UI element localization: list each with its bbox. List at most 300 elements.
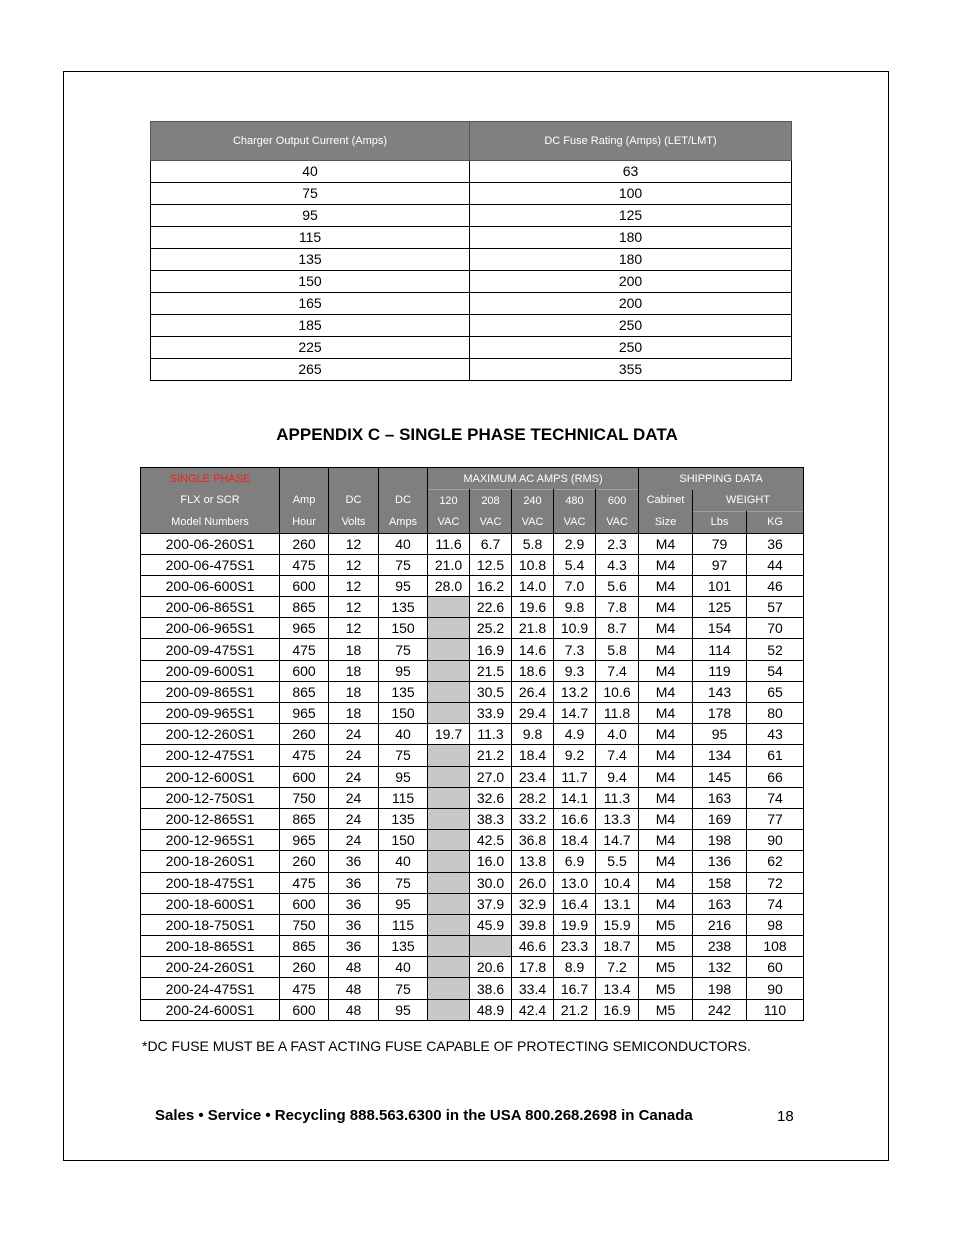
ac-480-cell: 9.3 [554,660,596,681]
dc-header-2: DC [379,490,428,512]
model-number-cell: 200-12-260S1 [141,724,280,745]
ac-240-cell: 29.4 [512,703,554,724]
cabinet-size-cell: M4 [639,872,693,893]
dc-amps-cell: 75 [379,554,428,575]
weight-lbs-cell: 119 [693,660,747,681]
model-number-cell: 200-06-865S1 [141,597,280,618]
weight-lbs-cell: 132 [693,957,747,978]
amp-hour-cell: 965 [280,703,329,724]
cabinet-size-cell: M4 [639,554,693,575]
dc-volts-cell: 18 [329,681,379,702]
cabinet-size-cell: M4 [639,533,693,554]
weight-lbs-cell: 145 [693,766,747,787]
table-row [141,808,804,829]
ac-208-cell: 38.3 [470,808,512,829]
table-row [151,337,792,359]
ac-208-cell [470,936,512,957]
ac-208-cell: 33.9 [470,703,512,724]
ac-600-cell: 8.7 [596,618,639,639]
dc-volts-cell: 24 [329,724,379,745]
weight-kg-cell: 61 [747,745,804,766]
cabinet-header: Cabinet [639,490,693,512]
hour-header: Hour [280,511,329,533]
ac-208-cell: 12.5 [470,554,512,575]
weight-lbs-cell: 136 [693,851,747,872]
technical-data-table [140,467,804,1021]
ac-600-cell: 10.4 [596,872,639,893]
ac-240-cell: 10.8 [512,554,554,575]
vac-600-header: VAC [596,511,639,533]
weight-lbs-cell: 198 [693,978,747,999]
dc-volts-cell: 24 [329,787,379,808]
table-row [151,359,792,381]
ac-600-cell: 11.3 [596,787,639,808]
table-row [141,766,804,787]
weight-lbs-cell: 178 [693,703,747,724]
dc-volts-cell: 24 [329,745,379,766]
ac-208-cell: 42.5 [470,830,512,851]
dc-amps-cell: 40 [379,851,428,872]
weight-kg-cell: 46 [747,575,804,596]
table-row [141,554,804,575]
dc-volts-cell: 48 [329,999,379,1020]
weight-lbs-cell: 163 [693,787,747,808]
model-number-cell: 200-09-600S1 [141,660,280,681]
ac-208-cell: 16.9 [470,639,512,660]
weight-kg-cell: 90 [747,978,804,999]
table-row [151,205,792,227]
cabinet-size-cell: M4 [639,808,693,829]
dc-volts-cell: 24 [329,830,379,851]
ac-240-cell: 42.4 [512,999,554,1020]
ac-208-cell: 20.6 [470,957,512,978]
ac-480-cell: 18.4 [554,830,596,851]
table-row [141,660,804,681]
ac-120-cell [428,872,470,893]
ac-600-cell: 5.5 [596,851,639,872]
ac-120-cell [428,999,470,1020]
single-phase-header: SINGLE PHASE [141,468,280,490]
weight-kg-cell: 74 [747,787,804,808]
weight-kg-cell: 52 [747,639,804,660]
dc-amps-cell: 75 [379,978,428,999]
dc-volts-cell: 18 [329,660,379,681]
dc-amps-cell: 135 [379,681,428,702]
weight-kg-cell: 57 [747,597,804,618]
dc-amps-cell: 135 [379,936,428,957]
ac-480-cell: 5.4 [554,554,596,575]
fuse-rating-cell: 250 [470,315,792,337]
fuse-rating-cell: 200 [470,293,792,315]
model-number-cell: 200-09-475S1 [141,639,280,660]
weight-kg-cell: 62 [747,851,804,872]
amp-hour-cell: 865 [280,681,329,702]
ac-480-cell: 13.2 [554,681,596,702]
ac-240-cell: 36.8 [512,830,554,851]
amp-hour-cell: 965 [280,618,329,639]
fuse-table-body [151,161,792,381]
fuse-rating-cell: 355 [470,359,792,381]
weight-lbs-cell: 95 [693,724,747,745]
ac-600-cell: 13.3 [596,808,639,829]
amp-hour-cell: 865 [280,808,329,829]
table-row [151,315,792,337]
ac-120-cell [428,597,470,618]
ac-120-cell: 19.7 [428,724,470,745]
cabinet-size-cell: M5 [639,936,693,957]
table-row [141,914,804,935]
ac-208-cell: 16.0 [470,851,512,872]
fuse-rating-table [150,121,792,381]
cabinet-size-cell: M4 [639,681,693,702]
weight-lbs-cell: 163 [693,893,747,914]
ac-480-cell: 23.3 [554,936,596,957]
ac-600-cell: 13.4 [596,978,639,999]
amp-hour-cell: 475 [280,745,329,766]
ac-600-cell: 7.2 [596,957,639,978]
ac-480-cell: 9.2 [554,745,596,766]
model-number-cell: 200-12-965S1 [141,830,280,851]
weight-kg-cell: 43 [747,724,804,745]
shipping-data-header: SHIPPING DATA [639,468,804,490]
ac-240-cell: 23.4 [512,766,554,787]
amps-header: Amps [379,511,428,533]
ac-480-cell: 19.9 [554,914,596,935]
model-number-cell: 200-12-750S1 [141,787,280,808]
charger-output-cell: 40 [151,161,470,183]
amp-hour-cell: 600 [280,660,329,681]
model-number-cell: 200-18-260S1 [141,851,280,872]
table-row [141,872,804,893]
table-row [141,893,804,914]
ac-120-cell [428,957,470,978]
dc-volts-cell: 12 [329,618,379,639]
vac-480-header: VAC [554,511,596,533]
ac-208-cell: 25.2 [470,618,512,639]
ac-120-cell [428,936,470,957]
ac-240-cell: 17.8 [512,957,554,978]
dc-amps-cell: 40 [379,533,428,554]
dc-amps-cell: 135 [379,597,428,618]
ac-120-cell: 11.6 [428,533,470,554]
ac-600-cell: 15.9 [596,914,639,935]
flx-or-scr-header: FLX or SCR [141,490,280,512]
table-row [151,161,792,183]
ac-480-cell: 7.0 [554,575,596,596]
ac-120-cell [428,893,470,914]
dc-volts-cell: 24 [329,808,379,829]
charger-output-cell: 185 [151,315,470,337]
amp-hour-cell: 865 [280,597,329,618]
ac-480-cell: 16.7 [554,978,596,999]
table-row [141,851,804,872]
table-row [141,681,804,702]
ac-240-cell: 33.2 [512,808,554,829]
dc-volts-header-top [329,468,379,490]
ac-600-cell: 7.4 [596,745,639,766]
ac-120-cell [428,766,470,787]
footer-contact: Sales • Service • Recycling 888.563.6300 in the USA 800.268.2698 in Canada [155,1107,693,1124]
fuse-rating-cell: 125 [470,205,792,227]
ac-240-cell: 26.0 [512,872,554,893]
dc-amps-cell: 95 [379,575,428,596]
weight-kg-cell: 66 [747,766,804,787]
weight-lbs-cell: 198 [693,830,747,851]
table-row [151,271,792,293]
weight-kg-cell: 60 [747,957,804,978]
amp-hour-cell: 260 [280,957,329,978]
page-number: 18 [777,1108,794,1125]
charger-output-cell: 135 [151,249,470,271]
dc-volts-cell: 36 [329,872,379,893]
weight-kg-cell: 54 [747,660,804,681]
ac-240-cell: 32.9 [512,893,554,914]
ac-120-cell [428,808,470,829]
ac-120-cell [428,618,470,639]
table-row [141,830,804,851]
ac-208-cell: 6.7 [470,533,512,554]
ac-240-cell: 28.2 [512,787,554,808]
dc-volts-cell: 36 [329,893,379,914]
table-row [141,745,804,766]
amp-hour-cell: 260 [280,724,329,745]
weight-kg-cell: 77 [747,808,804,829]
weight-lbs-cell: 114 [693,639,747,660]
amp-hour-cell: 475 [280,554,329,575]
model-number-cell: 200-18-475S1 [141,872,280,893]
weight-lbs-cell: 169 [693,808,747,829]
ac-480-cell: 7.3 [554,639,596,660]
table-row [141,618,804,639]
ac-600-cell: 16.9 [596,999,639,1020]
amp-hour-cell: 965 [280,830,329,851]
ac-480-cell: 14.1 [554,787,596,808]
lbs-header: Lbs [693,511,747,533]
table-row [141,978,804,999]
dc-header-1: DC [329,490,379,512]
kg-header: KG [747,511,804,533]
v480-header: 480 [554,490,596,512]
fuse-rating-cell: 180 [470,249,792,271]
fuse-rating-cell: 200 [470,271,792,293]
ac-208-cell: 11.3 [470,724,512,745]
dc-volts-cell: 36 [329,936,379,957]
model-number-cell: 200-18-865S1 [141,936,280,957]
v208-header: 208 [470,490,512,512]
table-row [151,293,792,315]
amp-hour-cell: 600 [280,893,329,914]
fuse-rating-cell: 250 [470,337,792,359]
vac-208-header: VAC [470,511,512,533]
v600-header: 600 [596,490,639,512]
ac-120-cell [428,787,470,808]
cabinet-size-cell: M4 [639,851,693,872]
ac-120-cell [428,681,470,702]
cabinet-size-cell: M4 [639,830,693,851]
weight-lbs-cell: 158 [693,872,747,893]
model-numbers-header: Model Numbers [141,511,280,533]
ac-600-cell: 4.0 [596,724,639,745]
weight-lbs-cell: 79 [693,533,747,554]
ac-480-cell: 4.9 [554,724,596,745]
ac-600-cell: 7.8 [596,597,639,618]
weight-kg-cell: 110 [747,999,804,1020]
dc-amps-cell: 150 [379,830,428,851]
dc-amps-cell: 95 [379,999,428,1020]
ac-480-cell: 14.7 [554,703,596,724]
ac-208-cell: 22.6 [470,597,512,618]
appendix-title: APPENDIX C – SINGLE PHASE TECHNICAL DATA [276,425,678,444]
ac-120-cell [428,703,470,724]
dc-amps-cell: 135 [379,808,428,829]
model-number-cell: 200-06-260S1 [141,533,280,554]
amp-hour-header-top [280,468,329,490]
cabinet-size-cell: M4 [639,597,693,618]
ac-208-cell: 32.6 [470,787,512,808]
charger-output-cell: 225 [151,337,470,359]
ac-600-cell: 5.6 [596,575,639,596]
ac-240-cell: 13.8 [512,851,554,872]
volts-header: Volts [329,511,379,533]
ac-208-cell: 16.2 [470,575,512,596]
ac-600-cell: 4.3 [596,554,639,575]
weight-lbs-cell: 154 [693,618,747,639]
ac-240-cell: 5.8 [512,533,554,554]
charger-output-cell: 265 [151,359,470,381]
dc-amps-cell: 95 [379,893,428,914]
ac-600-cell: 5.8 [596,639,639,660]
fuse-rating-header: DC Fuse Rating (Amps) (LET/LMT) [470,122,792,161]
model-number-cell: 200-09-865S1 [141,681,280,702]
cabinet-size-cell: M4 [639,660,693,681]
charger-output-cell: 75 [151,183,470,205]
model-number-cell: 200-06-965S1 [141,618,280,639]
ac-120-cell: 21.0 [428,554,470,575]
dc-volts-cell: 12 [329,533,379,554]
amp-hour-cell: 865 [280,936,329,957]
cabinet-size-cell: M5 [639,999,693,1020]
dc-amps-cell: 95 [379,660,428,681]
ac-480-cell: 13.0 [554,872,596,893]
weight-lbs-cell: 101 [693,575,747,596]
ac-120-cell [428,745,470,766]
model-number-cell: 200-18-750S1 [141,914,280,935]
table-row [151,227,792,249]
charger-output-cell: 165 [151,293,470,315]
vac-240-header: VAC [512,511,554,533]
table-row [151,183,792,205]
tech-table-body [141,533,804,1020]
dc-amps-cell: 115 [379,787,428,808]
dc-volts-cell: 24 [329,766,379,787]
amp-header: Amp [280,490,329,512]
ac-480-cell: 16.4 [554,893,596,914]
weight-lbs-cell: 143 [693,681,747,702]
amp-hour-cell: 750 [280,914,329,935]
ac-600-cell: 2.3 [596,533,639,554]
fuse-rating-cell: 100 [470,183,792,205]
fuse-rating-cell: 63 [470,161,792,183]
ac-600-cell: 18.7 [596,936,639,957]
ac-208-cell: 21.2 [470,745,512,766]
dc-volts-cell: 18 [329,639,379,660]
dc-amps-cell: 75 [379,639,428,660]
ac-120-cell [428,830,470,851]
ac-240-cell: 46.6 [512,936,554,957]
ac-480-cell: 8.9 [554,957,596,978]
v240-header: 240 [512,490,554,512]
cabinet-size-cell: M4 [639,724,693,745]
dc-amps-cell: 95 [379,766,428,787]
weight-kg-cell: 98 [747,914,804,935]
ac-208-cell: 45.9 [470,914,512,935]
cabinet-size-cell: M5 [639,914,693,935]
model-number-cell: 200-06-475S1 [141,554,280,575]
table-row [141,575,804,596]
ac-120-cell [428,660,470,681]
ac-240-cell: 18.6 [512,660,554,681]
dc-amps-cell: 75 [379,872,428,893]
ac-208-cell: 30.0 [470,872,512,893]
dc-amps-cell: 115 [379,914,428,935]
weight-kg-cell: 70 [747,618,804,639]
size-header: Size [639,511,693,533]
charger-output-header: Charger Output Current (Amps) [151,122,470,161]
ac-600-cell: 10.6 [596,681,639,702]
model-number-cell: 200-18-600S1 [141,893,280,914]
amp-hour-cell: 260 [280,851,329,872]
amp-hour-cell: 600 [280,766,329,787]
table-row [141,597,804,618]
amp-hour-cell: 260 [280,533,329,554]
table-row [141,724,804,745]
ac-480-cell: 2.9 [554,533,596,554]
ac-240-cell: 19.6 [512,597,554,618]
cabinet-size-cell: M5 [639,978,693,999]
weight-header: WEIGHT [693,490,804,512]
model-number-cell: 200-12-600S1 [141,766,280,787]
cabinet-size-cell: M4 [639,618,693,639]
dc-volts-cell: 12 [329,597,379,618]
dc-volts-cell: 36 [329,914,379,935]
model-number-cell: 200-06-600S1 [141,575,280,596]
ac-480-cell: 6.9 [554,851,596,872]
weight-lbs-cell: 97 [693,554,747,575]
ac-600-cell: 11.8 [596,703,639,724]
weight-lbs-cell: 216 [693,914,747,935]
ac-208-cell: 48.9 [470,999,512,1020]
ac-240-cell: 18.4 [512,745,554,766]
model-number-cell: 200-12-865S1 [141,808,280,829]
charger-output-cell: 150 [151,271,470,293]
weight-kg-cell: 44 [747,554,804,575]
charger-output-cell: 115 [151,227,470,249]
charger-output-cell: 95 [151,205,470,227]
amp-hour-cell: 475 [280,639,329,660]
weight-lbs-cell: 134 [693,745,747,766]
dc-volts-cell: 48 [329,957,379,978]
ac-240-cell: 9.8 [512,724,554,745]
table-row [141,533,804,554]
ac-120-cell [428,851,470,872]
ac-600-cell: 7.4 [596,660,639,681]
ac-240-cell: 21.8 [512,618,554,639]
fuse-note: *DC FUSE MUST BE A FAST ACTING FUSE CAPABLE OF PROTECTING SEMICONDUCTORS. [142,1038,751,1054]
weight-kg-cell: 80 [747,703,804,724]
max-ac-amps-header: MAXIMUM AC AMPS (RMS) [428,468,639,490]
ac-208-cell: 21.5 [470,660,512,681]
model-number-cell: 200-24-600S1 [141,999,280,1020]
